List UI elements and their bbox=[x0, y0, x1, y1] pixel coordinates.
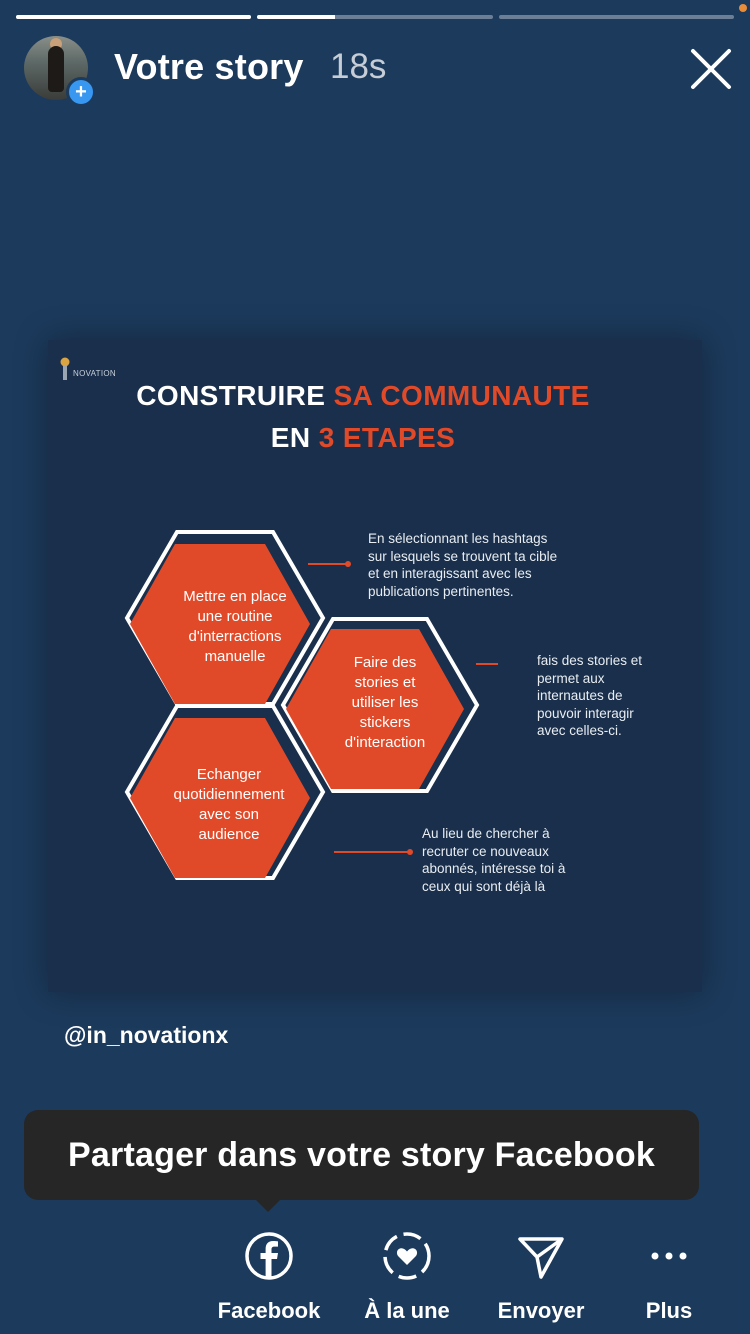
story-progress bbox=[16, 15, 734, 19]
lightbulb-icon bbox=[60, 356, 70, 382]
hexagon-step-1-text: Mettre en place une routine d'interractions manuelle bbox=[183, 588, 287, 665]
close-icon bbox=[688, 46, 734, 92]
brand-logo-text: NOVATION bbox=[73, 368, 116, 378]
step-1-description: En sélectionnant les hashtags sur lesquels se trouvent ta cible et en interagissant avec les publications pertinentes. bbox=[368, 531, 558, 599]
step-3-description: Au lieu de chercher à recruter ce nouveaux abonnés, intéresse toi à ceux qui sont déjà là bbox=[422, 826, 566, 894]
facebook-share-button[interactable] bbox=[214, 1228, 324, 1324]
step-2-description: fais des stories et permet aux internautes de pouvoir interagir avec celles-ci. bbox=[537, 653, 643, 738]
mention-handle[interactable]: @in_novationx bbox=[64, 1022, 229, 1048]
share-facebook-tooltip: Partager dans votre story Facebook bbox=[24, 1110, 699, 1200]
highlight-button[interactable] bbox=[352, 1228, 462, 1324]
close-button[interactable] bbox=[688, 46, 734, 92]
progress-segment-3 bbox=[499, 15, 734, 19]
facebook-share-label: Facebook bbox=[217, 1298, 321, 1323]
more-label: Plus bbox=[645, 1298, 693, 1323]
facebook-icon bbox=[244, 1231, 294, 1281]
send-label: Envoyer bbox=[497, 1298, 585, 1323]
more-button[interactable] bbox=[624, 1228, 714, 1324]
highlight-label: À la une bbox=[364, 1298, 450, 1323]
story-timestamp: 18s bbox=[330, 47, 387, 86]
status-dot bbox=[739, 4, 747, 12]
hexagon-step-3-text: Echanger quotidiennement avec son audience bbox=[173, 766, 285, 843]
brand-logo bbox=[60, 356, 116, 382]
send-button[interactable] bbox=[486, 1228, 596, 1324]
hexagon-step-2-text: Faire des stories et utiliser les stickers d'interaction bbox=[344, 654, 426, 751]
highlight-heart-icon bbox=[381, 1230, 433, 1282]
progress-segment-1 bbox=[16, 15, 251, 19]
headline-line-2: EN 3 ETAPES bbox=[270, 422, 456, 453]
add-story-plus-icon[interactable]: + bbox=[66, 77, 96, 107]
headline-line-1: CONSTRUIRE SA COMMUNAUTE bbox=[136, 380, 590, 411]
send-icon bbox=[516, 1231, 566, 1281]
tooltip-arrow bbox=[254, 1198, 282, 1212]
progress-segment-2 bbox=[257, 15, 492, 19]
story-post-card[interactable] bbox=[48, 340, 702, 992]
more-icon bbox=[649, 1250, 689, 1262]
story-title: Votre story bbox=[114, 46, 304, 87]
